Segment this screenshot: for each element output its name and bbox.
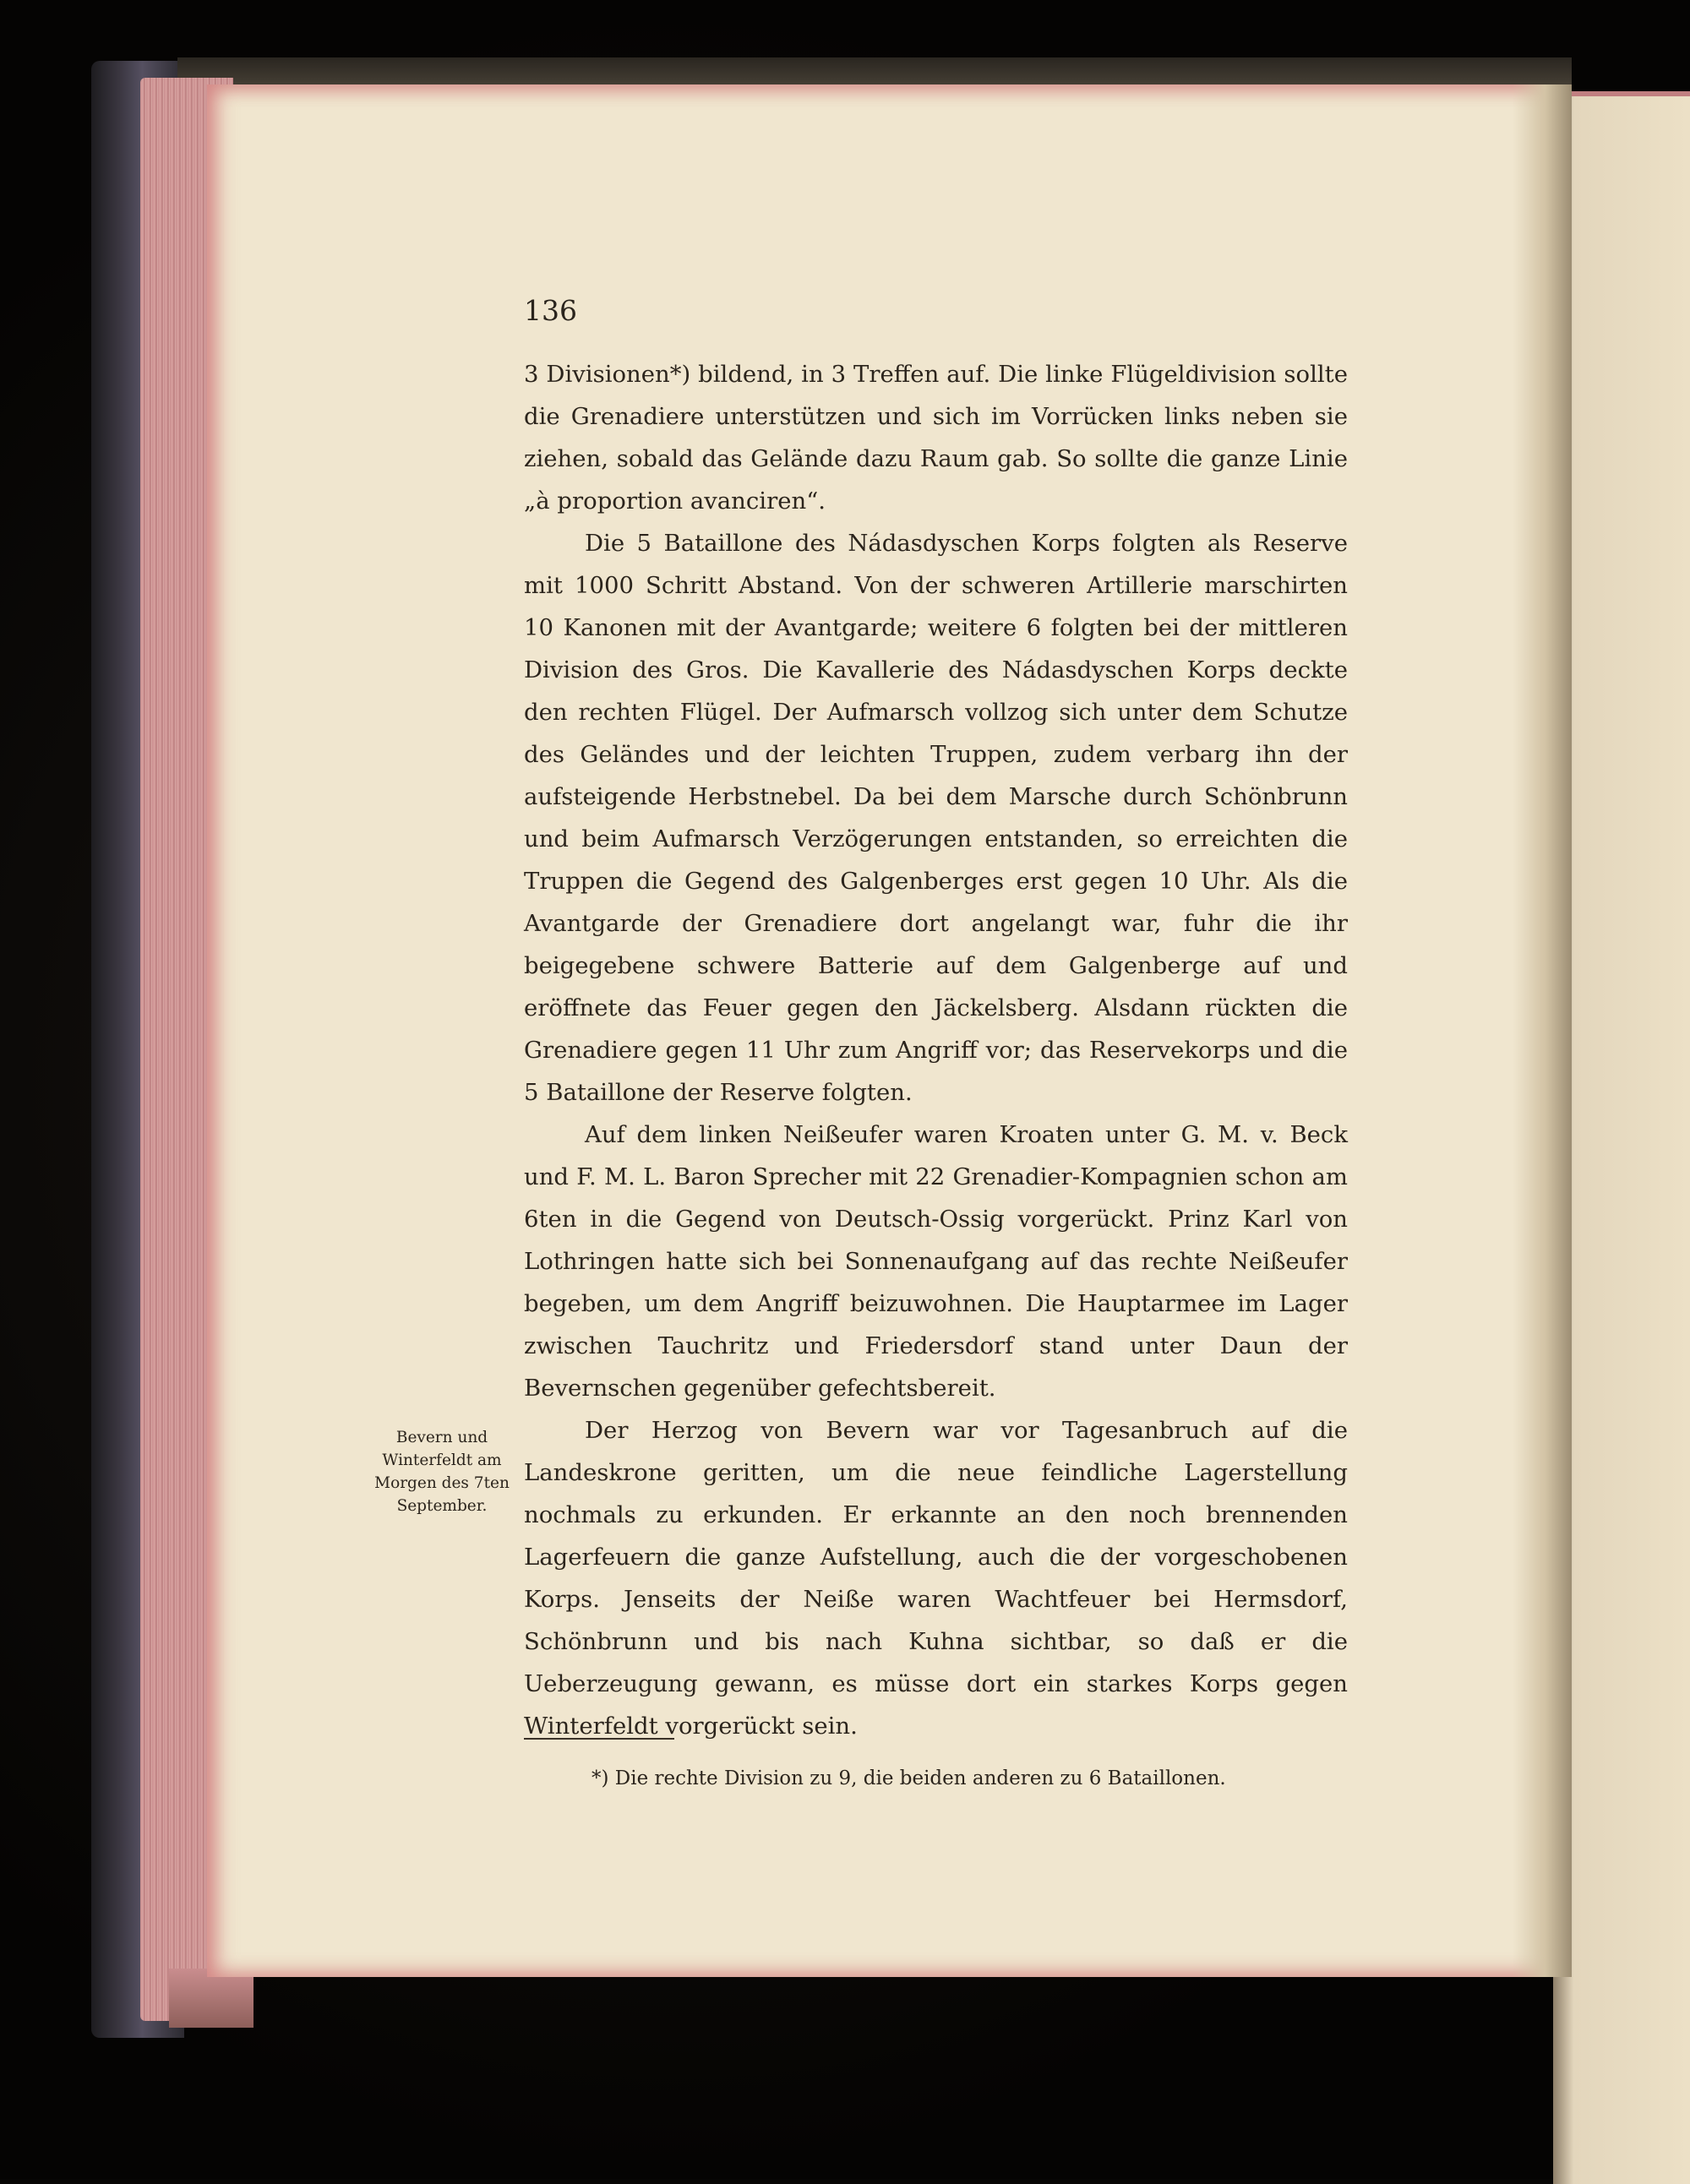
page-number: 136 bbox=[524, 294, 577, 327]
paragraph: Die 5 Bataillone des Nádasdyschen Korps folgten als Reserve mit 1000 Schritt Abstand. Von der schweren Artillerie marschirten 10 Kanonen mit der Avantgarde; weitere 6 folgten bei der mittleren Division des Gros. Die Kavallerie des Nádasdyschen Korps deckte den rechten Flügel. Der Aufmarsch vollzog sich unter dem Schutze des Geländes und der leichten Truppen, zudem verbarg ihn der aufsteigende Herbstnebel. Da bei dem Marsche durch Schönbrunn und beim Aufmarsch Verzögerungen entstanden, so erreichten die Truppen die Gegend des Galgenberges erst gegen 10 Uhr. Als die Avantgarde der Grenadiere dort angelangt war, fuhr die ihr beigegebene schwere Batterie auf dem Galgenberge auf und eröffnete das Feuer gegen den Jäckelsberg. Alsdann rückten die Grenadiere gegen 11 Uhr zum Angriff vor; das Reservekorps und die 5 Bataillone der Reserve folgten. bbox=[524, 530, 1348, 1106]
page-gutter bbox=[1513, 84, 1572, 1977]
margin-note: Bevern und Winterfeldt am Morgen des 7ten September. bbox=[374, 1429, 510, 1515]
paragraph: Der Herzog von Bevern war vor Tagesanbruch auf die Landeskrone geritten, um die neue feindliche Lagerstellung nochmals zu erkunden. Er erkannte an den noch brennenden Lagerfeuern die ganze Aufstellung, auch die der vorgeschobenen Korps. Jenseits der Neiße waren Wachtfeuer bei Hermsdorf, Schönbrunn und bis nach Kuhna sichtbar, so daß er die Ueberzeugung gewann, es müsse dort ein starkes Korps gegen Winterfeldt vorgerückt sein. bbox=[524, 1417, 1348, 1740]
footnote-divider bbox=[524, 1738, 674, 1740]
page-edges-bottom bbox=[169, 1969, 254, 2028]
facing-page bbox=[1553, 91, 1690, 2184]
footnote: *) Die rechte Division zu 9, die beiden anderen zu 6 Bataillonen. bbox=[592, 1767, 1226, 1789]
paragraph: 3 Divisionen*) bildend, in 3 Treffen auf. Die linke Flügeldivision sollte die Grenadiere unterstützen und sich im Vorrücken links neben sie ziehen, sobald das Gelände dazu Raum gab. So sollte die ganze Linie „à proportion avanciren“. bbox=[524, 361, 1348, 515]
paragraph: Auf dem linken Neißeufer waren Kroaten unter G. M. v. Beck und F. M. L. Baron Sprecher mit 22 Grenadier-Kompagnien schon am 6ten in die Gegend von Deutsch-Ossig vorgerückt. Prinz Karl von Lothringen hatte sich bei Sonnenaufgang auf das rechte Neißeufer begeben, um dem Angriff beizuwohnen. Die Hauptarmee im Lager zwischen Tauchritz und Friedersdorf stand unter Daun der Bevernschen gegenüber gefechtsbereit. bbox=[524, 1121, 1348, 1402]
body-text bbox=[524, 353, 1348, 1747]
